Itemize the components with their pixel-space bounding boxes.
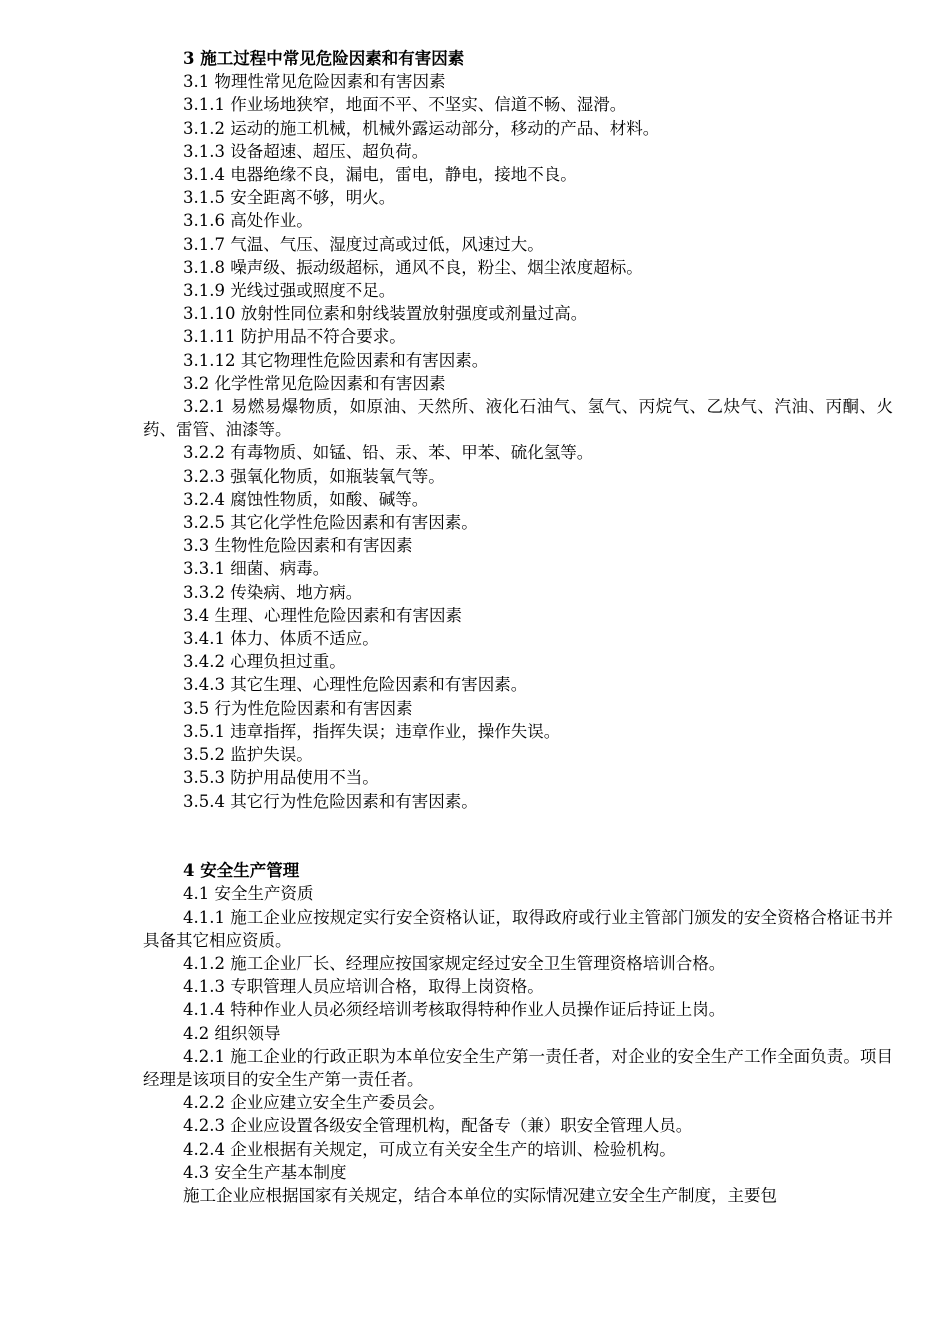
clause-line: 3.1.4 电器绝缘不良，漏电，雷电，静电，接地不良。	[183, 165, 577, 185]
clause-line: 3.4.3 其它生理、心理性危险因素和有害因素。	[183, 675, 528, 695]
clause-line: 3.2 化学性常见危险因素和有害因素	[183, 373, 446, 393]
clause-line: 3.2.1 易燃易爆物质，如原油、天然所、液化石油气、氢气、丙烷气、乙炔气、汽油、丙酮、火药、雷管、油漆等。	[143, 397, 893, 440]
clause-line: 4.2 组织领导	[183, 1023, 281, 1043]
clause-line: 3.1 物理性常见危险因素和有害因素	[183, 72, 446, 92]
clause-line: 3.4.1 体力、体质不适应。	[183, 629, 379, 649]
clause-line: 3.1.7 气温、气压、湿度过高或过低，风速过大。	[183, 234, 544, 254]
clause-line: 施工企业应根据国家有关规定，结合本单位的实际情况建立安全生产制度，主要包	[183, 1185, 777, 1205]
clause-line: 4.1.4 特种作业人员必须经培训考核取得特种作业人员操作证后持证上岗。	[183, 1000, 726, 1020]
clause-line: 3.1.8 噪声级、振动级超标，通风不良，粉尘、烟尘浓度超标。	[183, 257, 643, 277]
section-4-list	[143, 882, 893, 1207]
clause-line: 4.1.1 施工企业应按规定实行安全资格认证，取得政府或行业主管部门颁发的安全资格合格证书并具备其它相应资质。	[143, 907, 893, 950]
clause-line: 3.3.2 传染病、地方病。	[183, 582, 363, 602]
clause-line: 4.1.2 施工企业厂长、经理应按国家规定经过安全卫生管理资格培训合格。	[183, 953, 726, 973]
clause-line: 4.2.3 企业应设置各级安全管理机构，配备专（兼）职安全管理人员。	[183, 1116, 693, 1136]
clause-line: 3.1.10 放射性同位素和射线装置放射强度或剂量过高。	[183, 304, 588, 324]
clause-line: 3.1.1 作业场地狭窄，地面不平、不坚实、信道不畅、湿滑。	[183, 95, 627, 115]
clause-line: 3.1.11 防护用品不符合要求。	[183, 327, 406, 347]
clause-line: 3.2.4 腐蚀性物质，如酸、碱等。	[183, 489, 429, 509]
clause-line: 4.2.4 企业根据有关规定，可成立有关安全生产的培训、检验机构。	[183, 1139, 676, 1159]
clause-line: 3.5 行为性危险因素和有害因素	[183, 698, 413, 718]
section-3-heading: 3 施工过程中常见危险因素和有害因素	[183, 49, 465, 68]
clause-line: 3.5.3 防护用品使用不当。	[183, 768, 379, 788]
clause-line: 3.5.1 违章指挥，指挥失误；违章作业，操作失误。	[183, 721, 561, 741]
clause-line: 3.2.2 有毒物质、如锰、铅、汞、苯、甲苯、硫化氢等。	[183, 443, 594, 463]
clause-line: 3.2.3 强氧化物质，如瓶装氧气等。	[183, 466, 445, 486]
clause-line: 3.4.2 心理负担过重。	[183, 652, 346, 672]
clause-line: 3.2.5 其它化学性危险因素和有害因素。	[183, 513, 478, 533]
clause-line: 3.1.2 运动的施工机械，机械外露运动部分，移动的产品、材料。	[183, 118, 660, 138]
clause-line: 3.1.5 安全距离不够，明火。	[183, 188, 396, 208]
clause-line: 3.4 生理、心理性危险因素和有害因素	[183, 605, 462, 625]
document-body	[143, 47, 893, 1207]
clause-line: 4.1 安全生产资质	[183, 884, 314, 904]
clause-line: 3.1.12 其它物理性危险因素和有害因素。	[183, 350, 489, 370]
clause-line: 3.3 生物性危险因素和有害因素	[183, 536, 413, 556]
clause-line: 3.3.1 细菌、病毒。	[183, 559, 330, 579]
section-spacer	[143, 813, 893, 859]
section-3-list	[143, 70, 893, 813]
clause-line: 3.1.6 高处作业。	[183, 211, 313, 231]
clause-line: 4.2.2 企业应建立安全生产委员会。	[183, 1093, 445, 1113]
clause-line: 3.5.2 监护失误。	[183, 745, 313, 765]
clause-line: 3.1.3 设备超速、超压、超负荷。	[183, 141, 429, 161]
clause-line: 4.2.1 施工企业的行政正职为本单位安全生产第一责任者，对企业的安全生产工作全面负责。项目经理是该项目的安全生产第一责任者。	[143, 1046, 893, 1089]
clause-line: 4.3 安全生产基本制度	[183, 1162, 347, 1182]
clause-line: 3.1.9 光线过强或照度不足。	[183, 281, 396, 301]
clause-line: 3.5.4 其它行为性危险因素和有害因素。	[183, 791, 478, 811]
clause-line: 4.1.3 专职管理人员应培训合格，取得上岗资格。	[183, 977, 544, 997]
section-4-heading: 4 安全生产管理	[183, 861, 300, 881]
